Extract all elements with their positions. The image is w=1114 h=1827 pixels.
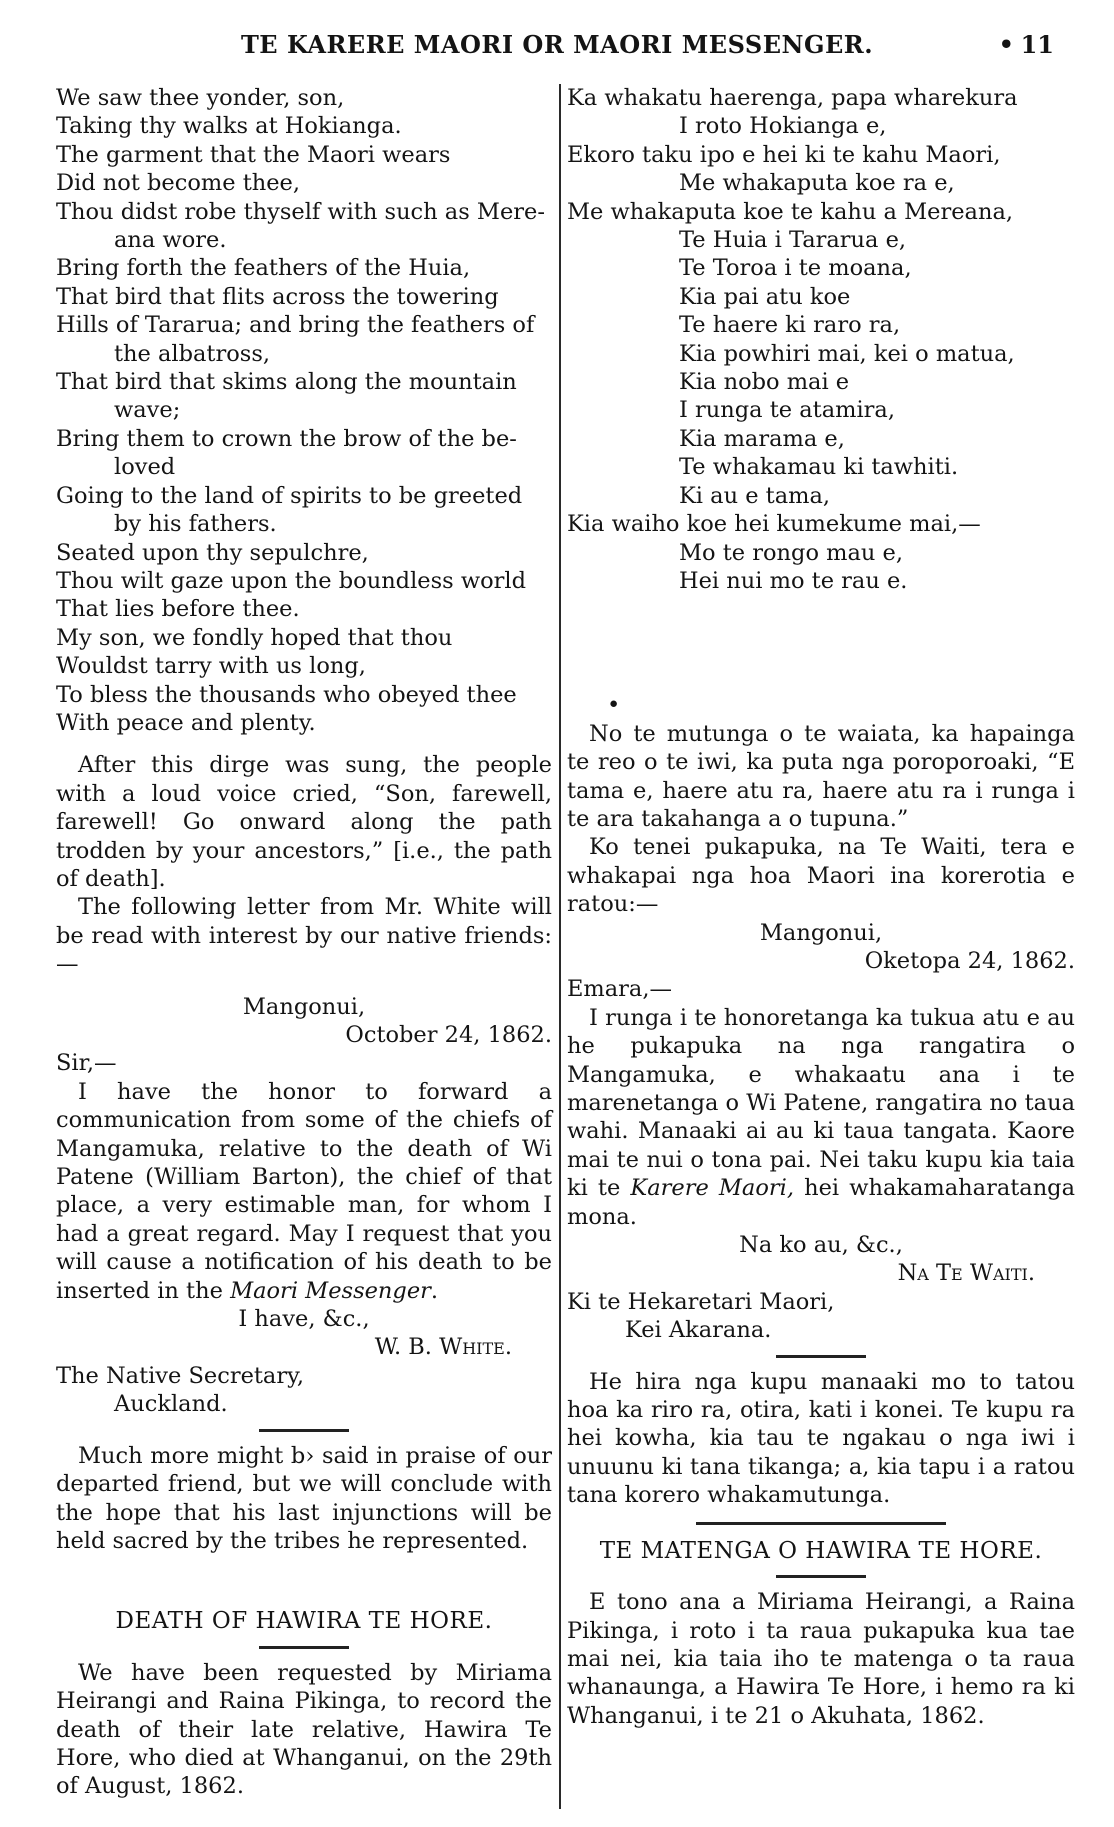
letter-closing: I have, &c., (238, 1306, 370, 1333)
letter-place: Mangonui, (759, 919, 883, 946)
poem-line: Seated upon thy sepulchre, (56, 539, 369, 566)
poem-line: Kia waiho koe hei kumekume mai,— (567, 511, 981, 538)
poem-line: Me whakaputa koe te kahu a Mereana, (567, 198, 1014, 225)
poem-line: That bird that flits across the towering (56, 283, 499, 310)
poem-line: That lies before thee. (56, 596, 300, 623)
header-dot: • (998, 30, 1014, 59)
letter-date: Oketopa 24, 1862. (864, 947, 1075, 974)
letter-text: I have the honor to forward a communication from some of the chiefs of Mangamuka, relative to the death of Wi Patene (William Barton), the chief of that place, a very estimable man, for whom I had a great regard. May I request that you will cause a notification of his death to be inserted in the (56, 1078, 552, 1304)
letter-italic: Maori Messenger (230, 1277, 431, 1304)
letter-text: hei whakamaharatanga mona. (567, 1175, 1075, 1230)
poem-english (56, 84, 552, 737)
poem-line: Me whakaputa koe ra e, (679, 170, 955, 197)
poem-line: That bird that skims along the mountain (56, 369, 517, 396)
section-rule (259, 1429, 349, 1432)
letter-body (56, 1078, 552, 1305)
poem-line: Thou wilt gaze upon the boundless world (56, 567, 527, 594)
poem-line: Hills of Tararua; and bring the feathers of (56, 312, 535, 339)
poem-line: Hei nui mo te rau e. (679, 567, 908, 594)
page-header (0, 30, 1114, 64)
column-divider (559, 84, 561, 1809)
paragraph: E tono ana a Miriama Heirangi, a Raina Pikinga, i roto i ta raua pukapuka kua tae mai nei, kia taia iho te matenga o ta raua whanaunga, a Hawira Te Hore, i hemo ra ki Whanganui, i te 21 o Akuhata, 1862. (567, 1589, 1075, 1729)
poem-line: Thou didst robe thyself with such as Mere- (56, 198, 545, 225)
poem-line: Kia powhiri mai, kei o matua, (679, 340, 1015, 367)
addressee-line: Kei Akarana. (625, 1317, 772, 1344)
poem-line: We saw thee yonder, son, (56, 85, 345, 111)
poem-line: loved (114, 454, 176, 481)
section-rule (259, 1646, 349, 1649)
poem-line: With peace and plenty. (56, 709, 316, 736)
addressee-line: Auckland. (114, 1391, 228, 1418)
poem-line: Did not become thee, (56, 170, 301, 197)
poem-line: Kia nobo mai e (679, 369, 850, 396)
poem-line: Ki au e tama, (679, 482, 831, 509)
letter-signature: Na Te Waiti. (897, 1260, 1035, 1287)
poem-line: Mo te rongo mau e, (679, 539, 904, 566)
letter-place: Mangonui, (242, 993, 366, 1020)
poem-line: wave; (114, 397, 181, 424)
poem-line: Kia marama e, (679, 425, 845, 452)
paragraph: After this dirge was sung, the people with a loud voice cried, “Son, farewell, farewell! Go onward along the path trodden by your ancestors,” [i.e., the path of death]. (56, 752, 552, 892)
english-column (56, 84, 552, 1801)
poem-line: Ekoro taku ipo e hei ki te kahu Maori, (567, 141, 1001, 168)
poem-line: Kia pai atu koe (679, 283, 851, 310)
poem-line: I runga te atamira, (679, 397, 895, 424)
poem-line: Wouldst tarry with us long, (56, 653, 366, 680)
letter-salutation: Sir,— (56, 1050, 117, 1077)
letter-salutation: Emara,— (567, 976, 672, 1003)
letter-body (567, 1004, 1075, 1231)
letter-date: October 24, 1862. (345, 1022, 552, 1048)
section-heading: DEATH OF HAWIRA TE HORE. (115, 1608, 493, 1635)
section-rule (696, 1522, 946, 1525)
paragraph: We have been requested by Miriama Heirangi and Raina Pikinga, to record the death of their late relative, Hawira Te Hore, who died at Whanganui, on the 29th of August, 1862. (56, 1659, 552, 1800)
poem-maori (567, 84, 1075, 595)
maori-column (567, 84, 1075, 1730)
addressee-line: Ki te Hekaretari Maori, (567, 1288, 835, 1315)
paragraph: He hira nga kupu manaaki mo to tatou hoa ka riro ra, otira, kati i konei. Te kupu ra hei kowha, kia tau te ngakau o nga iwi i unuunu ki tana tikanga; a, kia tapu i a ratou tana korero whakamutunga. (567, 1368, 1075, 1509)
section-rule (776, 1355, 866, 1358)
poem-line: Te Toroa i te moana, (679, 255, 912, 282)
poem-line: by his fathers. (114, 511, 277, 538)
letter-closing: Na ko au, &c., (739, 1232, 903, 1259)
poem-line: Ka whakatu haerenga, papa wharekura (567, 85, 1018, 111)
poem-line: Te whakamau ki tawhiti. (679, 454, 959, 481)
poem-line: Going to the land of spirits to be greeted (56, 482, 523, 509)
page-number: 11 (1020, 30, 1054, 59)
poem-line: Taking thy walks at Hokianga. (56, 113, 402, 140)
poem-line: Te haere ki raro ra, (679, 312, 901, 339)
letter-text: . (430, 1277, 439, 1304)
poem-line: Te Huia i Tararua e, (679, 227, 907, 254)
section-rule (776, 1575, 866, 1578)
poem-line: My son, we fondly hoped that thou (56, 624, 453, 651)
paragraph: Ko tenei pukapuka, na Te Waiti, tera e whakapai nga hoa Maori ina korerotia e ratou:— (567, 834, 1075, 918)
letter-text: I runga i te honoretanga ka tukua atu e au he pukapuka na nga rangatira o Mangamuka, e whakaatu ana i te marenetanga o Wi Patene, rangatira no taua wahi. Manaaki ai au ki taua tangata. Kaore mai te nui o tona pai. Nei taku kupu kia taia ki te (567, 1004, 1075, 1202)
section-heading: TE MATENGA O HAWIRA TE HORE. (599, 1537, 1043, 1564)
poem-line: I roto Hokianga e, (679, 113, 887, 140)
bullet-mark: • (607, 692, 621, 719)
poem-line: The garment that the Maori wears (56, 141, 451, 168)
poem-line: the albatross, (114, 340, 271, 367)
poem-line: Bring forth the feathers of the Huia, (56, 255, 471, 282)
paragraph: The following letter from Mr. White will be read with interest by our native friends:— (56, 894, 552, 978)
poem-line: ana wore. (114, 227, 227, 254)
paragraph: Much more might b› said in praise of our departed friend, but we will conclude with the hope that his last injunctions will be held sacred by the tribes he represented. (56, 1442, 552, 1554)
poem-line: To bless the thousands who obeyed thee (56, 681, 517, 708)
addressee-line: The Native Secretary, (56, 1362, 304, 1389)
letter-signature: W. B. White. (374, 1334, 512, 1361)
paragraph: No te mutunga o te waiata, ka hapainga te reo o te iwi, ka puta nga poroporoaki, “E tama e, haere atu ra, haere atu ra i runga i te ara takahanga a o tupuna.” (567, 720, 1075, 832)
letter-italic: Karere Maori, (630, 1175, 794, 1202)
masthead-title: TE KARERE MAORI OR MAORI MESSENGER. (240, 30, 874, 59)
poem-line: Bring them to crown the brow of the be- (56, 425, 517, 452)
